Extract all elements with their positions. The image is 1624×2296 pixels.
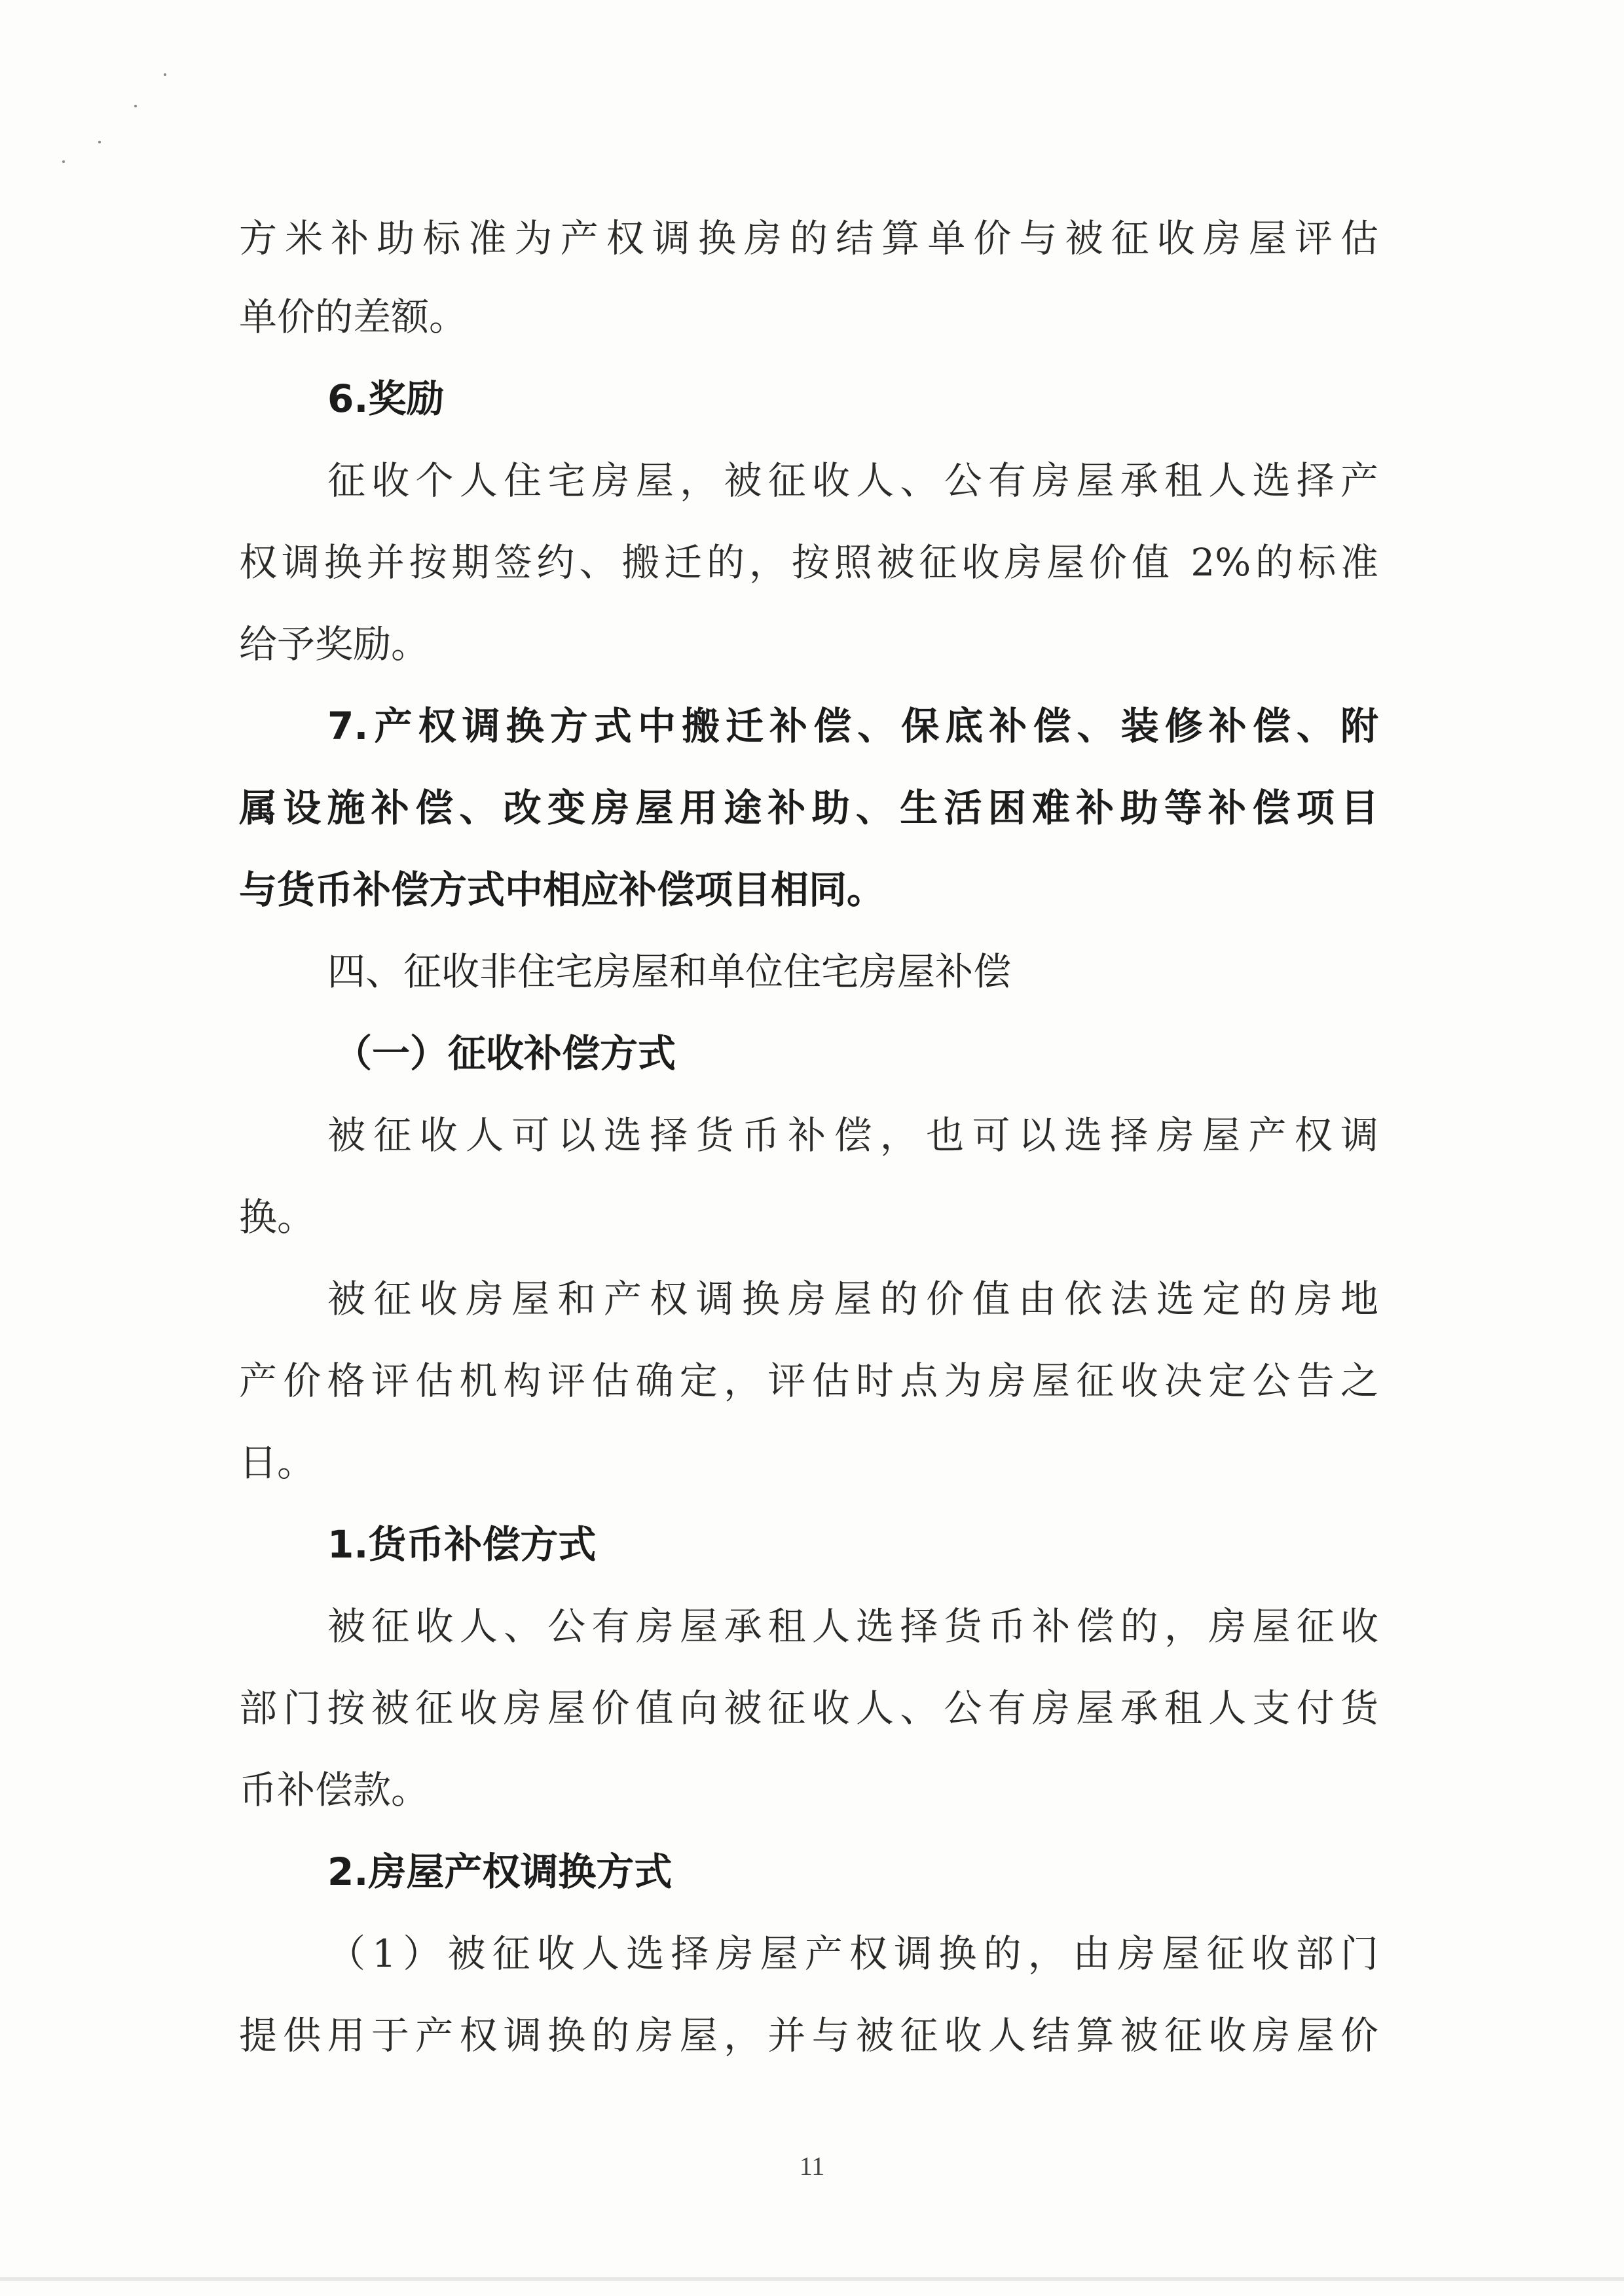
body-line: 提供用于产权调换的房屋，并与被征收人结算被征收房屋价 bbox=[239, 2013, 1378, 2058]
body-line: 权调换并按期签约、搬迁的，按照被征收房屋价值 2%的标准 bbox=[239, 540, 1378, 585]
body-line: 被征收人可以选择货币补偿，也可以选择房屋产权调 bbox=[327, 1113, 1378, 1157]
subsection-heading: （一）征收补偿方式 bbox=[334, 1031, 676, 1076]
body-line: 征收个人住宅房屋，被征收人、公有房屋承租人选择产 bbox=[327, 458, 1378, 503]
body-line: 产价格评估机构评估确定，评估时点为房屋征收决定公告之 bbox=[239, 1358, 1378, 1403]
bold-paragraph-line: 与货币补偿方式中相应补偿项目相同。 bbox=[239, 867, 885, 912]
section-heading: 2.房屋产权调换方式 bbox=[327, 1850, 673, 1894]
bold-paragraph-line: 7.产权调换方式中搬迁补偿、保底补偿、装修补偿、附 bbox=[327, 704, 1378, 748]
section-heading: 1.货币补偿方式 bbox=[327, 1522, 597, 1567]
body-line: 被征收人、公有房屋承租人选择货币补偿的，房屋征收 bbox=[327, 1604, 1378, 1649]
body-line: 部门按被征收房屋价值向被征收人、公有房屋承租人支付货 bbox=[239, 1686, 1378, 1730]
body-line: 被征收房屋和产权调换房屋的价值由依法选定的房地 bbox=[327, 1277, 1378, 1321]
body-line: 日。 bbox=[239, 1440, 316, 1485]
chapter-heading: 四、征收非住宅房屋和单位住宅房屋补偿 bbox=[327, 949, 1012, 994]
body-line: 换。 bbox=[239, 1195, 316, 1239]
body-line: 方米补助标准为产权调换房的结算单价与被征收房屋评估 bbox=[239, 216, 1378, 261]
section-heading: 6.奖励 bbox=[327, 376, 445, 421]
page-number: 11 bbox=[799, 2151, 825, 2181]
scan-edge bbox=[0, 2277, 1624, 2281]
body-line: 单价的差额。 bbox=[239, 295, 468, 339]
body-line: 币补偿款。 bbox=[239, 1768, 430, 1812]
body-line: （1）被征收人选择房屋产权调换的，由房屋征收部门 bbox=[327, 1931, 1378, 1976]
body-line: 给予奖励。 bbox=[239, 622, 430, 666]
bold-paragraph-line: 属设施补偿、改变房屋用途补助、生活困难补助等补偿项目 bbox=[239, 786, 1378, 830]
